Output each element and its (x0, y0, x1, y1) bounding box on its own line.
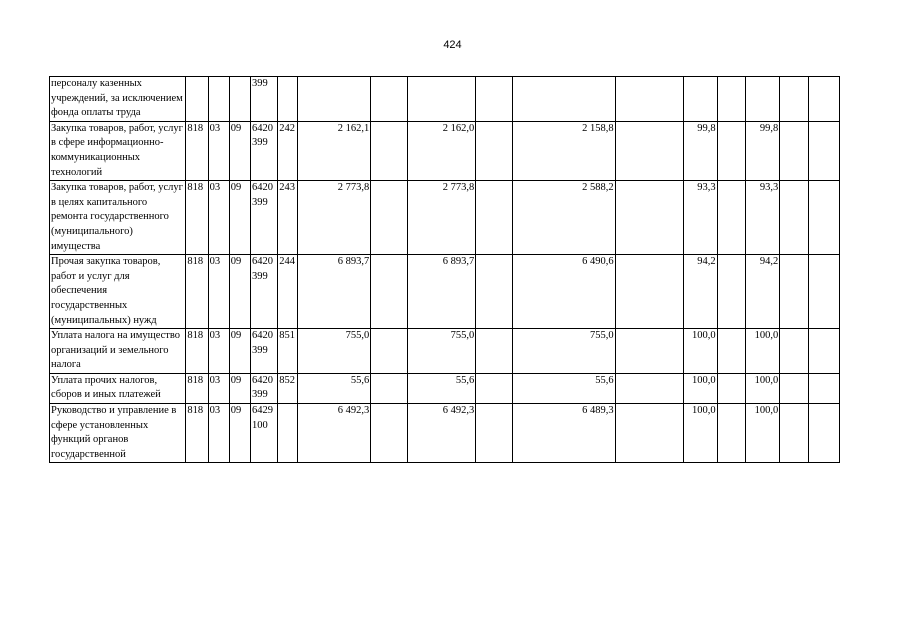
empty-cell (615, 121, 684, 180)
percent-of-approved (684, 77, 717, 122)
row-name: Закупка товаров, работ, услуг в сфере информационно-коммуникационных технологий (50, 121, 186, 180)
subsection-code: 09 (229, 255, 250, 329)
budget-table (49, 76, 840, 463)
table-row (50, 121, 840, 180)
section-code: 03 (208, 373, 229, 403)
empty-cell (476, 329, 512, 374)
empty-cell (780, 181, 808, 255)
empty-cell (476, 255, 512, 329)
target-article-code: 399 (251, 77, 278, 122)
empty-cell (717, 404, 745, 463)
empty-cell (476, 121, 512, 180)
table-row (50, 329, 840, 374)
empty-cell (717, 121, 745, 180)
grbs-code: 818 (186, 373, 208, 403)
expense-type-code (278, 404, 298, 463)
approved-amount: 55,6 (298, 373, 371, 403)
approved-amount: 755,0 (298, 329, 371, 374)
percent-of-refined: 94,2 (745, 255, 779, 329)
target-article-code: 6420 399 (251, 181, 278, 255)
refined-amount: 55,6 (407, 373, 476, 403)
percent-of-refined: 99,8 (745, 121, 779, 180)
expense-type-code: 244 (278, 255, 298, 329)
empty-cell (808, 373, 839, 403)
percent-of-refined (745, 77, 779, 122)
expense-type-code (278, 77, 298, 122)
refined-amount: 6 893,7 (407, 255, 476, 329)
section-code (208, 77, 229, 122)
executed-amount: 755,0 (512, 329, 615, 374)
table-row (50, 255, 840, 329)
percent-of-approved: 94,2 (684, 255, 717, 329)
empty-cell (476, 373, 512, 403)
grbs-code: 818 (186, 329, 208, 374)
percent-of-approved: 100,0 (684, 329, 717, 374)
percent-of-refined: 100,0 (745, 373, 779, 403)
empty-cell (808, 77, 839, 122)
empty-cell (371, 255, 407, 329)
refined-amount: 2 162,0 (407, 121, 476, 180)
row-name: Уплата прочих налогов, сборов и иных платежей (50, 373, 186, 403)
section-code: 03 (208, 181, 229, 255)
table-row (50, 373, 840, 403)
refined-amount (407, 77, 476, 122)
percent-of-approved: 99,8 (684, 121, 717, 180)
percent-of-refined: 100,0 (745, 404, 779, 463)
row-name: Прочая закупка товаров, работ и услуг для обеспечения государственных (муниципальных) нужд (50, 255, 186, 329)
empty-cell (717, 329, 745, 374)
grbs-code: 818 (186, 404, 208, 463)
empty-cell (476, 181, 512, 255)
target-article-code: 6420 399 (251, 373, 278, 403)
empty-cell (780, 77, 808, 122)
target-article-code: 6420 399 (251, 121, 278, 180)
subsection-code: 09 (229, 181, 250, 255)
approved-amount: 2 773,8 (298, 181, 371, 255)
empty-cell (717, 255, 745, 329)
grbs-code: 818 (186, 255, 208, 329)
expense-type-code: 242 (278, 121, 298, 180)
empty-cell (808, 181, 839, 255)
empty-cell (717, 373, 745, 403)
grbs-code: 818 (186, 121, 208, 180)
empty-cell (615, 329, 684, 374)
subsection-code (229, 77, 250, 122)
row-name: Закупка товаров, работ, услуг в целях капитального ремонта государственного (муниципального) имущества (50, 181, 186, 255)
grbs-code: 818 (186, 181, 208, 255)
empty-cell (717, 181, 745, 255)
row-name: Уплата налога на имущество организаций и земельного налога (50, 329, 186, 374)
table-row (50, 181, 840, 255)
row-name: персоналу казенных учреждений, за исключением фонда оплаты труда (50, 77, 186, 122)
section-code: 03 (208, 329, 229, 374)
expense-type-code: 243 (278, 181, 298, 255)
percent-of-approved: 100,0 (684, 404, 717, 463)
page-number: 424 (443, 39, 462, 51)
section-code: 03 (208, 404, 229, 463)
empty-cell (808, 404, 839, 463)
approved-amount (298, 77, 371, 122)
empty-cell (615, 404, 684, 463)
approved-amount: 6 893,7 (298, 255, 371, 329)
empty-cell (780, 255, 808, 329)
empty-cell (371, 373, 407, 403)
subsection-code: 09 (229, 329, 250, 374)
empty-cell (808, 329, 839, 374)
executed-amount: 6 490,6 (512, 255, 615, 329)
empty-cell (371, 181, 407, 255)
empty-cell (717, 77, 745, 122)
empty-cell (371, 121, 407, 180)
section-code: 03 (208, 121, 229, 180)
empty-cell (808, 255, 839, 329)
empty-cell (371, 329, 407, 374)
approved-amount: 2 162,1 (298, 121, 371, 180)
expense-type-code: 852 (278, 373, 298, 403)
target-article-code: 6429 100 (251, 404, 278, 463)
table-row (50, 77, 840, 122)
empty-cell (615, 77, 684, 122)
table-row (50, 404, 840, 463)
empty-cell (476, 77, 512, 122)
empty-cell (780, 329, 808, 374)
empty-cell (615, 373, 684, 403)
empty-cell (371, 404, 407, 463)
executed-amount (512, 77, 615, 122)
executed-amount: 55,6 (512, 373, 615, 403)
subsection-code: 09 (229, 121, 250, 180)
executed-amount: 2 158,8 (512, 121, 615, 180)
empty-cell (780, 121, 808, 180)
percent-of-approved: 100,0 (684, 373, 717, 403)
subsection-code: 09 (229, 404, 250, 463)
empty-cell (371, 77, 407, 122)
table-body (50, 77, 840, 463)
approved-amount: 6 492,3 (298, 404, 371, 463)
refined-amount: 2 773,8 (407, 181, 476, 255)
row-name: Руководство и управление в сфере установленных функций органов государственной (50, 404, 186, 463)
section-code: 03 (208, 255, 229, 329)
refined-amount: 6 492,3 (407, 404, 476, 463)
grbs-code (186, 77, 208, 122)
empty-cell (780, 373, 808, 403)
subsection-code: 09 (229, 373, 250, 403)
percent-of-approved: 93,3 (684, 181, 717, 255)
percent-of-refined: 100,0 (745, 329, 779, 374)
empty-cell (615, 181, 684, 255)
empty-cell (476, 404, 512, 463)
target-article-code: 6420 399 (251, 329, 278, 374)
target-article-code: 6420 399 (251, 255, 278, 329)
empty-cell (808, 121, 839, 180)
empty-cell (780, 404, 808, 463)
refined-amount: 755,0 (407, 329, 476, 374)
executed-amount: 6 489,3 (512, 404, 615, 463)
executed-amount: 2 588,2 (512, 181, 615, 255)
expense-type-code: 851 (278, 329, 298, 374)
percent-of-refined: 93,3 (745, 181, 779, 255)
empty-cell (615, 255, 684, 329)
